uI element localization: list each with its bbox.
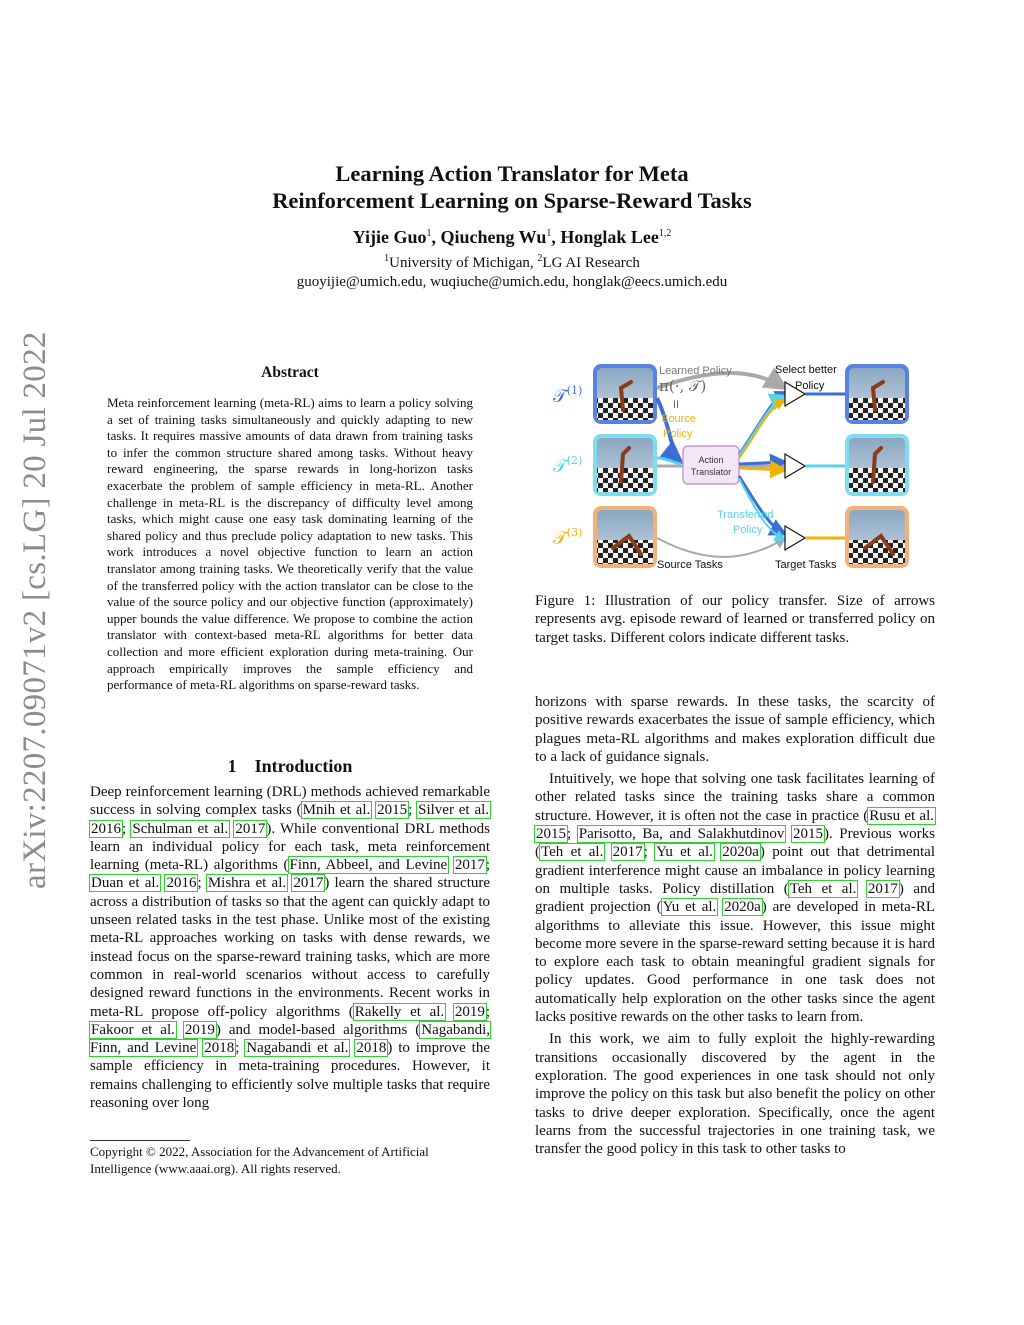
citation-link[interactable]: 2020a bbox=[724, 899, 761, 916]
transferred-arrow-blue-2 bbox=[739, 462, 785, 464]
author-sup: 1,2 bbox=[658, 228, 672, 239]
transferred-policy-label-2: Policy bbox=[733, 524, 763, 536]
paragraph-text bbox=[857, 881, 867, 897]
transferred-arrow-yellow-2 bbox=[739, 468, 785, 470]
figure-caption: Figure 1: Illustration of our policy transfer. Size of arrows represents avg. episode reward of learned or transferred policy on target tasks. Different colors indicate different tasks. bbox=[535, 593, 935, 646]
paragraph-text: ). Previous works ( bbox=[535, 826, 936, 861]
paragraph-text: ; bbox=[122, 820, 132, 837]
paragraph-text: ; bbox=[235, 1040, 246, 1057]
citation-link[interactable]: Rakelly et al. bbox=[354, 1003, 445, 1020]
paragraph-text: ). While conventional DRL methods learn an individual policy for each task, meta reinforcement learning (meta-RL) algorithms ( bbox=[90, 820, 491, 874]
citation-link[interactable]: Mnih et al. bbox=[302, 802, 371, 819]
target-task-2-thumbnail bbox=[845, 434, 909, 496]
task-label-3: 𝒯$^{(3)}$ bbox=[553, 526, 583, 549]
paragraph-text bbox=[176, 1022, 184, 1038]
source-policy-label-1: Source bbox=[661, 413, 696, 425]
target-task-1-thumbnail bbox=[845, 364, 909, 424]
affil-sup: 1 bbox=[384, 253, 390, 264]
target-tasks-label: Target Tasks bbox=[775, 559, 837, 571]
citation-link[interactable]: 2016 bbox=[91, 820, 121, 837]
equals-symbol: II bbox=[673, 399, 680, 411]
intro-paragraph-1-continued: horizons with sparse rewards. In these tasks, the scarcity of positive rewards exacerbates the issue of sample efficiency, which plagues meta-RL algorithms and makes exploration difficult due to a lack of guidance signals. bbox=[535, 694, 935, 765]
task-label-2: 𝒯$^{(2)}$ bbox=[553, 454, 583, 477]
author-emails: guoyijie@umich.edu, wuqiuche@umich.edu, honglak@eecs.umich.edu bbox=[296, 274, 728, 290]
citation-link[interactable]: Rusu et al. bbox=[869, 807, 934, 824]
citation-link[interactable]: 2020a bbox=[722, 844, 759, 861]
target-task-3-thumbnail bbox=[845, 506, 909, 568]
citation-link[interactable]: Fakoor et al. bbox=[91, 1021, 175, 1038]
author-name: Yijie Guo bbox=[352, 227, 427, 247]
transferred-arrow-yellow-1 bbox=[739, 400, 785, 458]
citation-link[interactable]: Silver et al. bbox=[418, 802, 490, 819]
affil-2: LG AI Research bbox=[542, 255, 640, 271]
citation-link[interactable]: Finn, Abbeel, and Levine bbox=[289, 857, 448, 874]
citation-link[interactable]: Nagabandi, Finn, and Levine bbox=[90, 1021, 491, 1057]
citation-link[interactable]: 2018 bbox=[204, 1040, 235, 1057]
citation-link[interactable]: 2019 bbox=[184, 1021, 215, 1038]
paragraph-text: ) to improve the sample efficiency in meta-training procedures. However, it remains challenging to efficiently solve multiple tasks that require reasoning over long bbox=[90, 1040, 490, 1112]
title-block bbox=[0, 160, 1024, 292]
abstract-heading: Abstract bbox=[261, 364, 319, 381]
paragraph-text bbox=[785, 826, 792, 842]
author-name: Honglak Lee bbox=[560, 227, 659, 247]
intro-paragraph-3: In this work, we aim to fully exploit the highly-rewarding transitions occasionally discovered by the agent in the exploration. The good experiences in one task should not only improve the policy on this task but also benefit the policy on other tasks to drive deeper exploration. Specifically, once the agent learns from the successful trajectories in one training task, we transfer the good policy in this task to other tasks to bbox=[535, 1031, 935, 1158]
author-sup: 1 bbox=[546, 228, 552, 239]
arxiv-identifier: arXiv:2207.09071v2 [cs.LG] 20 Jul 2022 bbox=[17, 331, 53, 889]
citation-link[interactable]: Teh et al. bbox=[541, 844, 604, 861]
source-task-3-thumbnail bbox=[593, 506, 657, 568]
selector-2 bbox=[785, 454, 805, 478]
selector-3 bbox=[785, 526, 805, 550]
source-task-2-thumbnail bbox=[593, 434, 657, 496]
figure-1 bbox=[553, 358, 933, 580]
citation-link[interactable]: Teh et al. bbox=[789, 880, 857, 897]
citation-link[interactable]: 2017 bbox=[612, 844, 643, 861]
affil-1: University of Michigan, bbox=[389, 255, 538, 271]
paragraph-text: ) learn the shared structure across a distribution of tasks so that the agent can quickly adapt to unseen related tasks in the test phase. Unlike most of the existing meta-RL approaches working on tasks with dense rewards, we instead focus on the sparse-reward training tasks, which are more common in real-world scenarios without access to carefully designed reward functions in the environments. Recent works in meta-RL propose off-policy algorithms ( bbox=[90, 875, 491, 1020]
citation-link[interactable]: 2017 bbox=[454, 857, 485, 874]
citation-link[interactable]: 2016 bbox=[166, 875, 197, 892]
citation-link[interactable]: 2015 bbox=[536, 826, 566, 843]
paragraph-text: ; bbox=[485, 1003, 491, 1020]
section-number: 1 bbox=[227, 756, 237, 776]
affil-sup: 2 bbox=[537, 253, 543, 264]
citation-link[interactable]: 2017 bbox=[293, 875, 324, 892]
right-column-text bbox=[535, 693, 935, 1158]
footnote-divider bbox=[90, 1140, 190, 1141]
left-column-text bbox=[90, 783, 490, 1112]
paper-title-line-1: Learning Action Translator for Meta bbox=[335, 161, 689, 186]
action-translator-box bbox=[683, 446, 739, 484]
policy-expression: π(·, 𝒯) bbox=[659, 377, 707, 395]
paragraph-text: ; bbox=[408, 802, 418, 819]
paragraph-text: ; bbox=[197, 875, 207, 892]
citation-link[interactable]: Yu et al. bbox=[662, 899, 717, 916]
paragraph-text bbox=[448, 857, 454, 873]
affiliations bbox=[0, 254, 1024, 273]
citation-link[interactable]: 2019 bbox=[454, 1003, 485, 1020]
citation-link[interactable]: Nagabandi et al. bbox=[246, 1040, 349, 1057]
paragraph-text: ) point out that detrimental gradient interference might cause an imbalance in policy learning on multiple tasks. Policy distillation ( bbox=[535, 844, 935, 897]
transferred-policy-label-1: Transferred bbox=[717, 509, 774, 521]
select-better-label-1: Select better bbox=[775, 364, 837, 376]
citation-link[interactable]: Mishra et al. bbox=[207, 875, 287, 892]
citation-link[interactable]: Schulman et al. bbox=[132, 820, 229, 837]
citation-link[interactable]: 2018 bbox=[356, 1040, 387, 1057]
citation-link[interactable]: 2015 bbox=[792, 826, 823, 843]
section-title: Introduction bbox=[254, 756, 353, 776]
paragraph-text bbox=[445, 1004, 454, 1020]
source-policy-label-2: Policy bbox=[663, 428, 693, 440]
intro-paragraph-2 bbox=[535, 770, 935, 1026]
abstract-body: Meta reinforcement learning (meta-RL) aims to learn a policy solving a set of training tasks simultaneously and quickly adapting to new tasks. It requires massive amounts of data drawn from training tasks to infer the common structure shared among tasks. Without heavy reward engineering, the sparse rewards in long-horizon tasks exacerbate the problem of sample efficiency in meta-RL. Another challenge in meta-RL is the discrepancy of difficulty level among tasks, which might cause one easy task dominating learning of the shared policy and thus preclude policy adaptation to new tasks. This work introduces a novel objective function to learn an action translator among training tasks. We theoretically verify that the value of the transferred policy with the action translator can be close to the value of the source policy and our objective function (approximately) upper bounds the value difference. We propose to combine the action translator with context-based meta-RL algorithms for better data collection and more efficient exploration during meta-training. Our approach empirically improves the sample efficiency and performance of meta-RL algorithms on sparse-reward tasks. bbox=[107, 395, 473, 693]
citation-link[interactable]: 2015 bbox=[377, 802, 408, 819]
select-better-label-2: Policy bbox=[795, 380, 825, 392]
citation-link[interactable]: Yu et al. bbox=[656, 844, 713, 861]
author-name: Qiucheng Wu bbox=[440, 227, 547, 247]
citation-link[interactable]: 2017 bbox=[235, 820, 266, 837]
paragraph-text: ; bbox=[567, 826, 578, 843]
citation-link[interactable]: Parisotto, Ba, and Salakhutdinov bbox=[578, 826, 785, 843]
source-task-1-thumbnail bbox=[593, 364, 657, 424]
citation-link[interactable]: 2017 bbox=[867, 880, 898, 897]
paragraph-text: ) and model-based algorithms ( bbox=[215, 1021, 421, 1038]
paragraph-text bbox=[604, 844, 611, 860]
paragraph-text: Deep reinforcement learning (DRL) methods achieved remarkable success in solving complex tasks ( bbox=[90, 784, 490, 819]
learned-policy-label: Learned Policy bbox=[659, 365, 732, 377]
paper-title-line-2: Reinforcement Learning on Sparse-Reward Tasks bbox=[272, 188, 752, 213]
section-heading-introduction bbox=[90, 756, 490, 777]
source-tasks-label: Source Tasks bbox=[657, 559, 723, 571]
translator-label-2: Translator bbox=[690, 467, 732, 477]
author-list: Yijie Guo$^1$, Qiucheng Wu$^1$, Honglak Lee$^{1,2}$ bbox=[352, 227, 672, 247]
learned-policy-arrow-3 bbox=[657, 538, 785, 557]
citation-link[interactable]: Duan et al. bbox=[91, 875, 160, 892]
paragraph-text: ; bbox=[485, 857, 491, 874]
paragraph-text: ) and gradient projection ( bbox=[535, 880, 936, 916]
copyright-footnote: Copyright © 2022, Association for the Advancement of Artificial Intelligence (www.aaai.org). All rights reserved. bbox=[90, 1144, 429, 1176]
intro-paragraph-1 bbox=[90, 783, 490, 1112]
author-sup: 1 bbox=[426, 228, 432, 239]
task-label-1: 𝒯$^{(1)}$ bbox=[553, 384, 583, 407]
translator-label-1: Action bbox=[698, 455, 724, 465]
policy-transfer-diagram bbox=[553, 358, 933, 580]
paragraph-text: ) are developed in meta-RL algorithms to alleviate this issue. However, this issue might become more severe in the sparse-reward setting because it is hard to explore each task to obtain meaningful gradient signals for policy updates. Good performance in one task does not automatically help exploration on the other tasks since the agent lacks positive rewards on the other tasks to learn from. bbox=[535, 899, 935, 1026]
paragraph-text: Intuitively, we hope that solving one task facilitates learning of other related tasks since the training tasks share a common structure. However, it is often not the case in practice ( bbox=[535, 771, 935, 824]
paragraph-text: ; bbox=[643, 844, 656, 861]
